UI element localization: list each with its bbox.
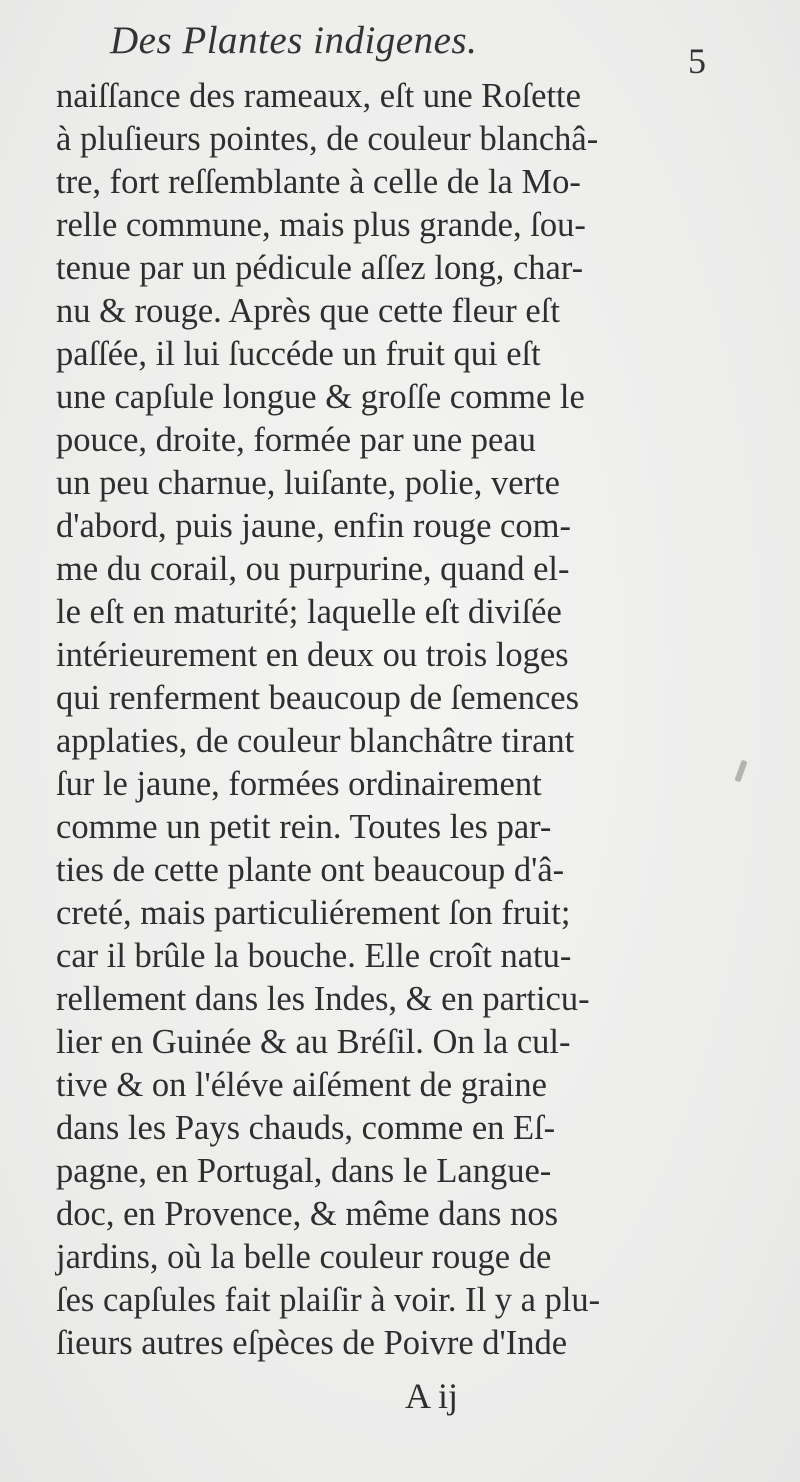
text-line: tive & on l'éléve aiſément de graine bbox=[56, 1066, 547, 1104]
text-line: intérieurement en deux ou trois loges bbox=[56, 636, 569, 674]
text-line: comme un petit rein. Toutes les par- bbox=[56, 808, 552, 846]
body-text bbox=[56, 75, 776, 1365]
text-line: le eſt en maturité; laquelle eſt diviſée bbox=[56, 593, 562, 631]
text-line: naiſſance des rameaux, eſt une Roſette bbox=[56, 77, 581, 115]
text-line: tre, fort reſſemblante à celle de la Mo- bbox=[56, 163, 581, 201]
text-line: tenue par un pédicule aſſez long, char- bbox=[56, 249, 584, 287]
running-title: Des Plantes indigenes. bbox=[110, 19, 478, 62]
text-line: une capſule longue & groſſe comme le bbox=[56, 378, 585, 416]
text-line: ſieurs autres eſpèces de Poivre d'Inde bbox=[56, 1324, 568, 1362]
text-line: lier en Guinée & au Bréſil. On la cul- bbox=[56, 1023, 571, 1061]
text-line: d'abord, puis jaune, enfin rouge com- bbox=[56, 507, 571, 545]
text-line: ſur le jaune, formées ordinairement bbox=[56, 765, 542, 803]
text-line: pagne, en Portugal, dans le Langue- bbox=[56, 1152, 552, 1190]
signature-mark: A ij bbox=[405, 1376, 459, 1416]
text-line: relle commune, mais plus grande, ſou- bbox=[56, 206, 586, 244]
text-line: creté, mais particuliérement ſon fruit; bbox=[56, 894, 571, 932]
text-line: paſſée, il lui ſuccéde un fruit qui eſt bbox=[56, 335, 541, 373]
text-line: ties de cette plante ont beaucoup d'â- bbox=[56, 851, 565, 889]
text-line: un peu charnue, luiſante, polie, verte bbox=[56, 464, 560, 502]
text-line: pouce, droite, formée par une peau bbox=[56, 421, 536, 459]
text-line: applaties, de couleur blanchâtre tirant bbox=[56, 722, 575, 760]
text-line: ſes capſules fait plaiſir à voir. Il y a plu- bbox=[56, 1281, 601, 1319]
text-line: qui renferment beaucoup de ſemences bbox=[56, 679, 580, 717]
text-line: car il brûle la bouche. Elle croît natu- bbox=[56, 937, 572, 975]
text-line: à pluſieurs pointes, de couleur blanchâ- bbox=[56, 120, 599, 158]
text-line: dans les Pays chauds, comme en Eſ- bbox=[56, 1109, 556, 1147]
text-line: rellement dans les Indes, & en particu- bbox=[56, 980, 590, 1018]
page-number: 5 bbox=[688, 41, 706, 81]
text-line: nu & rouge. Après que cette fleur eſt bbox=[56, 292, 560, 330]
text-line: jardins, où la belle couleur rouge de bbox=[56, 1238, 552, 1276]
text-line: me du corail, ou purpurine, quand el- bbox=[56, 550, 570, 588]
text-line: doc, en Provence, & même dans nos bbox=[56, 1195, 559, 1233]
